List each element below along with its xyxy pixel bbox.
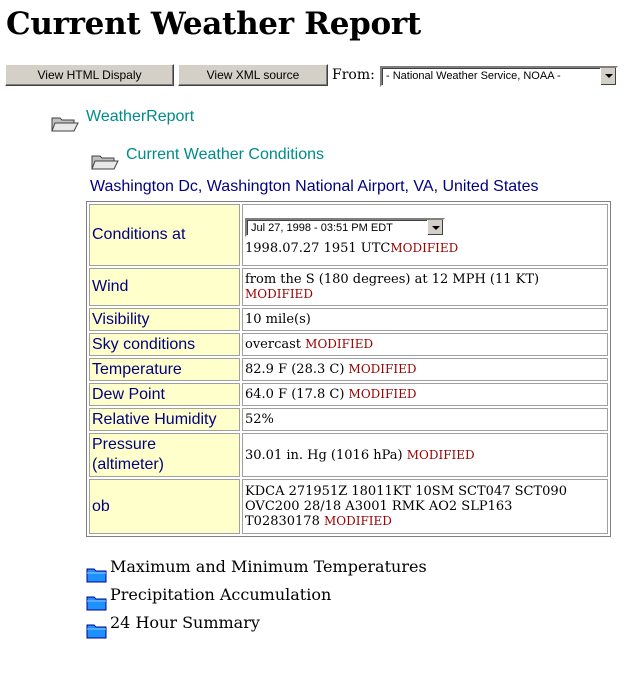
view-xml-button[interactable]: View XML source: [178, 64, 328, 86]
table-row: [89, 268, 608, 306]
modified-badge: MODIFIED: [245, 287, 313, 301]
chevron-down-icon[interactable]: [600, 68, 616, 85]
wind-value: [242, 268, 608, 306]
table-row: [89, 383, 608, 406]
open-folder-icon[interactable]: [50, 114, 80, 134]
table-row: [89, 408, 608, 431]
visibility-value: 10 mile(s): [242, 308, 608, 331]
pressure-label-line2: (altimeter): [92, 456, 165, 473]
humidity-label: Relative Humidity: [89, 408, 240, 431]
table-row: [89, 479, 608, 534]
wind-label: Wind: [89, 268, 240, 306]
page-title: Current Weather Report: [6, 6, 421, 42]
ob-line1: KDCA 271951Z 18011KT 10SM SCT047 SCT090: [245, 484, 567, 499]
section-max-min-temperatures[interactable]: Maximum and Minimum Temperatures: [110, 557, 427, 576]
pressure-label: [89, 433, 240, 477]
table-row: [89, 308, 608, 331]
visibility-label: Visibility: [89, 308, 240, 331]
view-html-button[interactable]: View HTML Dispaly: [5, 64, 174, 86]
section-precipitation[interactable]: Precipitation Accumulation: [110, 585, 332, 604]
modified-badge: MODIFIED: [323, 514, 392, 528]
temperature-text: 82.9 F (28.3 C): [245, 362, 345, 377]
dew-point-label: Dew Point: [89, 383, 240, 406]
dew-point-value: [242, 383, 608, 406]
ob-label: ob: [89, 479, 240, 534]
pressure-label-line1: Pressure: [92, 436, 157, 453]
observation-time-select[interactable]: [245, 218, 445, 237]
wind-text: from the S (180 degrees) at 12 MPH (11 KT): [245, 272, 540, 287]
observation-time-value: Jul 27, 1998 - 03:51 PM EDT: [251, 222, 393, 234]
temperature-label: Temperature: [89, 358, 240, 381]
closed-folder-icon[interactable]: [86, 566, 108, 584]
chevron-down-icon[interactable]: [427, 220, 443, 235]
pressure-value: [242, 433, 608, 477]
conditions-at-label: Conditions at: [89, 204, 240, 266]
sky-text: overcast: [245, 337, 302, 352]
ob-value: [242, 479, 608, 534]
section-24-hour-summary[interactable]: 24 Hour Summary: [110, 613, 260, 632]
modified-badge: MODIFIED: [348, 362, 417, 376]
humidity-value: 52%: [242, 408, 608, 431]
source-select[interactable]: [380, 66, 618, 87]
closed-folder-icon[interactable]: [86, 622, 108, 640]
source-select-value: - National Weather Service, NOAA -: [386, 70, 561, 82]
modified-badge: MODIFIED: [390, 241, 459, 255]
utc-time: 1998.07.27 1951 UTC: [245, 241, 391, 256]
table-row: [89, 204, 608, 266]
from-label: From:: [332, 67, 375, 83]
dew-point-text: 64.0 F (17.8 C): [245, 387, 345, 402]
pressure-text: 30.01 in. Hg (1016 hPa): [245, 447, 403, 463]
open-folder-icon[interactable]: [90, 152, 120, 172]
location-heading: Washington Dc, Washington National Airport, VA, United States: [90, 178, 539, 195]
sky-value: [242, 333, 608, 356]
temperature-value: [242, 358, 608, 381]
tree-item-current-conditions[interactable]: Current Weather Conditions: [126, 146, 325, 163]
sky-label: Sky conditions: [89, 333, 240, 356]
table-row: [89, 358, 608, 381]
weather-table: [86, 201, 611, 537]
table-row: [89, 433, 608, 477]
closed-folder-icon[interactable]: [86, 594, 108, 612]
modified-badge: MODIFIED: [406, 447, 475, 462]
modified-badge: MODIFIED: [305, 337, 374, 351]
ob-line2: OVC200 28/18 A3001 RMK AO2 SLP163: [245, 499, 513, 514]
ob-line3: T02830178: [245, 514, 320, 529]
conditions-at-value: [242, 204, 608, 266]
tree-item-weatherreport[interactable]: WeatherReport: [86, 108, 195, 125]
modified-badge: MODIFIED: [348, 387, 417, 401]
table-row: [89, 333, 608, 356]
